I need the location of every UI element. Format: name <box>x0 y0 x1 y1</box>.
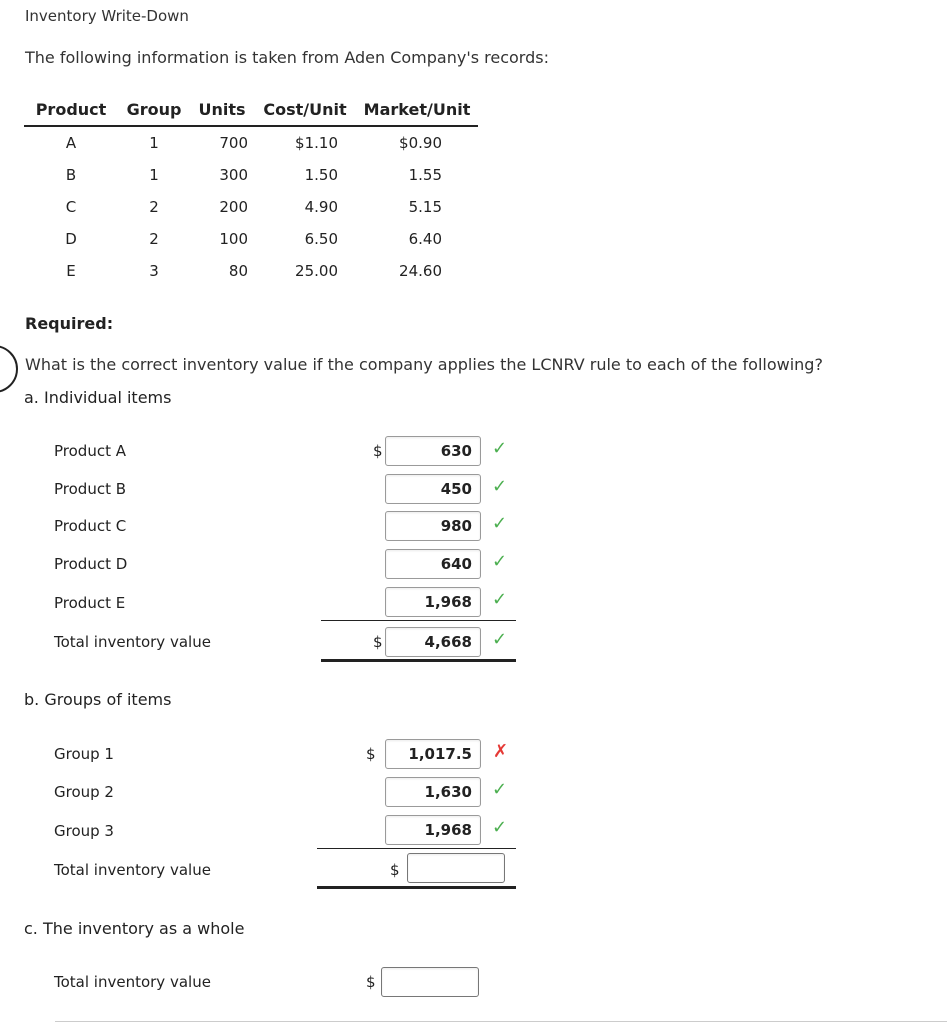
correct-check-icon: ✓ <box>492 476 508 497</box>
product-data-table <box>24 96 478 287</box>
bottom-divider <box>55 1021 947 1022</box>
group-2-label: Group 2 <box>54 783 114 801</box>
product-d-label: Product D <box>54 555 128 573</box>
part-b-total-label: Total inventory value <box>54 861 211 879</box>
cell-product: B <box>65 166 77 184</box>
product-c-answer-input[interactable]: 980 <box>385 511 481 541</box>
cell-cost: $1.10 <box>295 134 338 152</box>
cell-cost: 25.00 <box>295 262 338 280</box>
dollar-sign: $ <box>366 973 376 991</box>
correct-check-icon: ✓ <box>492 551 508 572</box>
cell-market: 6.40 <box>408 230 442 248</box>
header-market-unit: Market/Unit <box>356 96 478 126</box>
cell-units: 80 <box>228 262 248 280</box>
part-c-total-label: Total inventory value <box>54 973 211 991</box>
correct-check-icon: ✓ <box>492 817 508 838</box>
table-row <box>24 191 478 223</box>
question-text: What is the correct inventory value if the company applies the LCNRV rule to each of the following? <box>25 355 823 374</box>
part-a-total-label: Total inventory value <box>54 633 211 651</box>
cell-group: 3 <box>149 262 159 280</box>
header-product: Product <box>24 96 118 126</box>
part-c-total-answer-input[interactable] <box>381 967 479 997</box>
cell-product: E <box>66 262 76 280</box>
product-d-answer-input[interactable]: 640 <box>385 549 481 579</box>
product-b-label: Product B <box>54 480 127 498</box>
incorrect-x-icon: ✗ <box>493 741 509 762</box>
part-c-heading: c. The inventory as a whole <box>24 919 245 938</box>
intro-text: The following information is taken from Aden Company's records: <box>25 48 549 67</box>
cell-market: $0.90 <box>399 134 442 152</box>
dollar-sign: $ <box>373 442 383 460</box>
dollar-sign: $ <box>373 633 383 651</box>
product-c-label: Product C <box>54 517 127 535</box>
cell-group: 2 <box>149 198 159 216</box>
required-label: Required: <box>25 314 114 333</box>
product-a-label: Product A <box>54 442 126 460</box>
group-2-answer-input[interactable]: 1,630 <box>385 777 481 807</box>
cell-units: 300 <box>219 166 248 184</box>
correct-check-icon: ✓ <box>492 629 508 650</box>
header-cost-unit: Cost/Unit <box>254 96 356 126</box>
correct-check-icon: ✓ <box>492 779 508 800</box>
cell-market: 1.55 <box>408 166 442 184</box>
correct-check-icon: ✓ <box>492 589 508 610</box>
group-1-label: Group 1 <box>54 745 114 763</box>
cell-cost: 6.50 <box>304 230 338 248</box>
selection-circle-marker <box>0 345 18 393</box>
cell-market: 24.60 <box>399 262 442 280</box>
cell-product: A <box>65 134 77 152</box>
cell-cost: 1.50 <box>304 166 338 184</box>
cell-units: 700 <box>219 134 248 152</box>
subtotal-divider <box>317 848 516 849</box>
page-title: Inventory Write-Down <box>25 7 189 25</box>
cell-market: 5.15 <box>408 198 442 216</box>
table-row <box>24 223 478 255</box>
dollar-sign: $ <box>390 861 400 879</box>
subtotal-divider <box>321 620 516 621</box>
group-3-label: Group 3 <box>54 822 114 840</box>
part-b-total-answer-input[interactable] <box>407 853 505 883</box>
cell-units: 100 <box>219 230 248 248</box>
header-group: Group <box>118 96 190 126</box>
total-double-underline <box>321 659 516 662</box>
cell-group: 1 <box>149 134 159 152</box>
product-e-answer-input[interactable]: 1,968 <box>385 587 481 617</box>
correct-check-icon: ✓ <box>492 438 508 459</box>
dollar-sign: $ <box>366 745 376 763</box>
group-1-answer-input[interactable]: 1,017.5 <box>385 739 481 769</box>
cell-group: 2 <box>149 230 159 248</box>
part-b-heading: b. Groups of items <box>24 690 172 709</box>
cell-product: C <box>65 198 77 216</box>
product-b-answer-input[interactable]: 450 <box>385 474 481 504</box>
part-a-total-answer-input[interactable]: 4,668 <box>385 627 481 657</box>
table-row <box>24 126 478 159</box>
table-row <box>24 255 478 287</box>
cell-cost: 4.90 <box>304 198 338 216</box>
group-3-answer-input[interactable]: 1,968 <box>385 815 481 845</box>
product-a-answer-input[interactable]: 630 <box>385 436 481 466</box>
table-row <box>24 159 478 191</box>
cell-group: 1 <box>149 166 159 184</box>
cell-product: D <box>65 230 77 248</box>
product-e-label: Product E <box>54 594 126 612</box>
part-a-heading: a. Individual items <box>24 388 172 407</box>
table-header-row <box>24 96 478 126</box>
correct-check-icon: ✓ <box>492 513 508 534</box>
header-units: Units <box>190 96 254 126</box>
cell-units: 200 <box>219 198 248 216</box>
total-double-underline <box>317 886 516 889</box>
